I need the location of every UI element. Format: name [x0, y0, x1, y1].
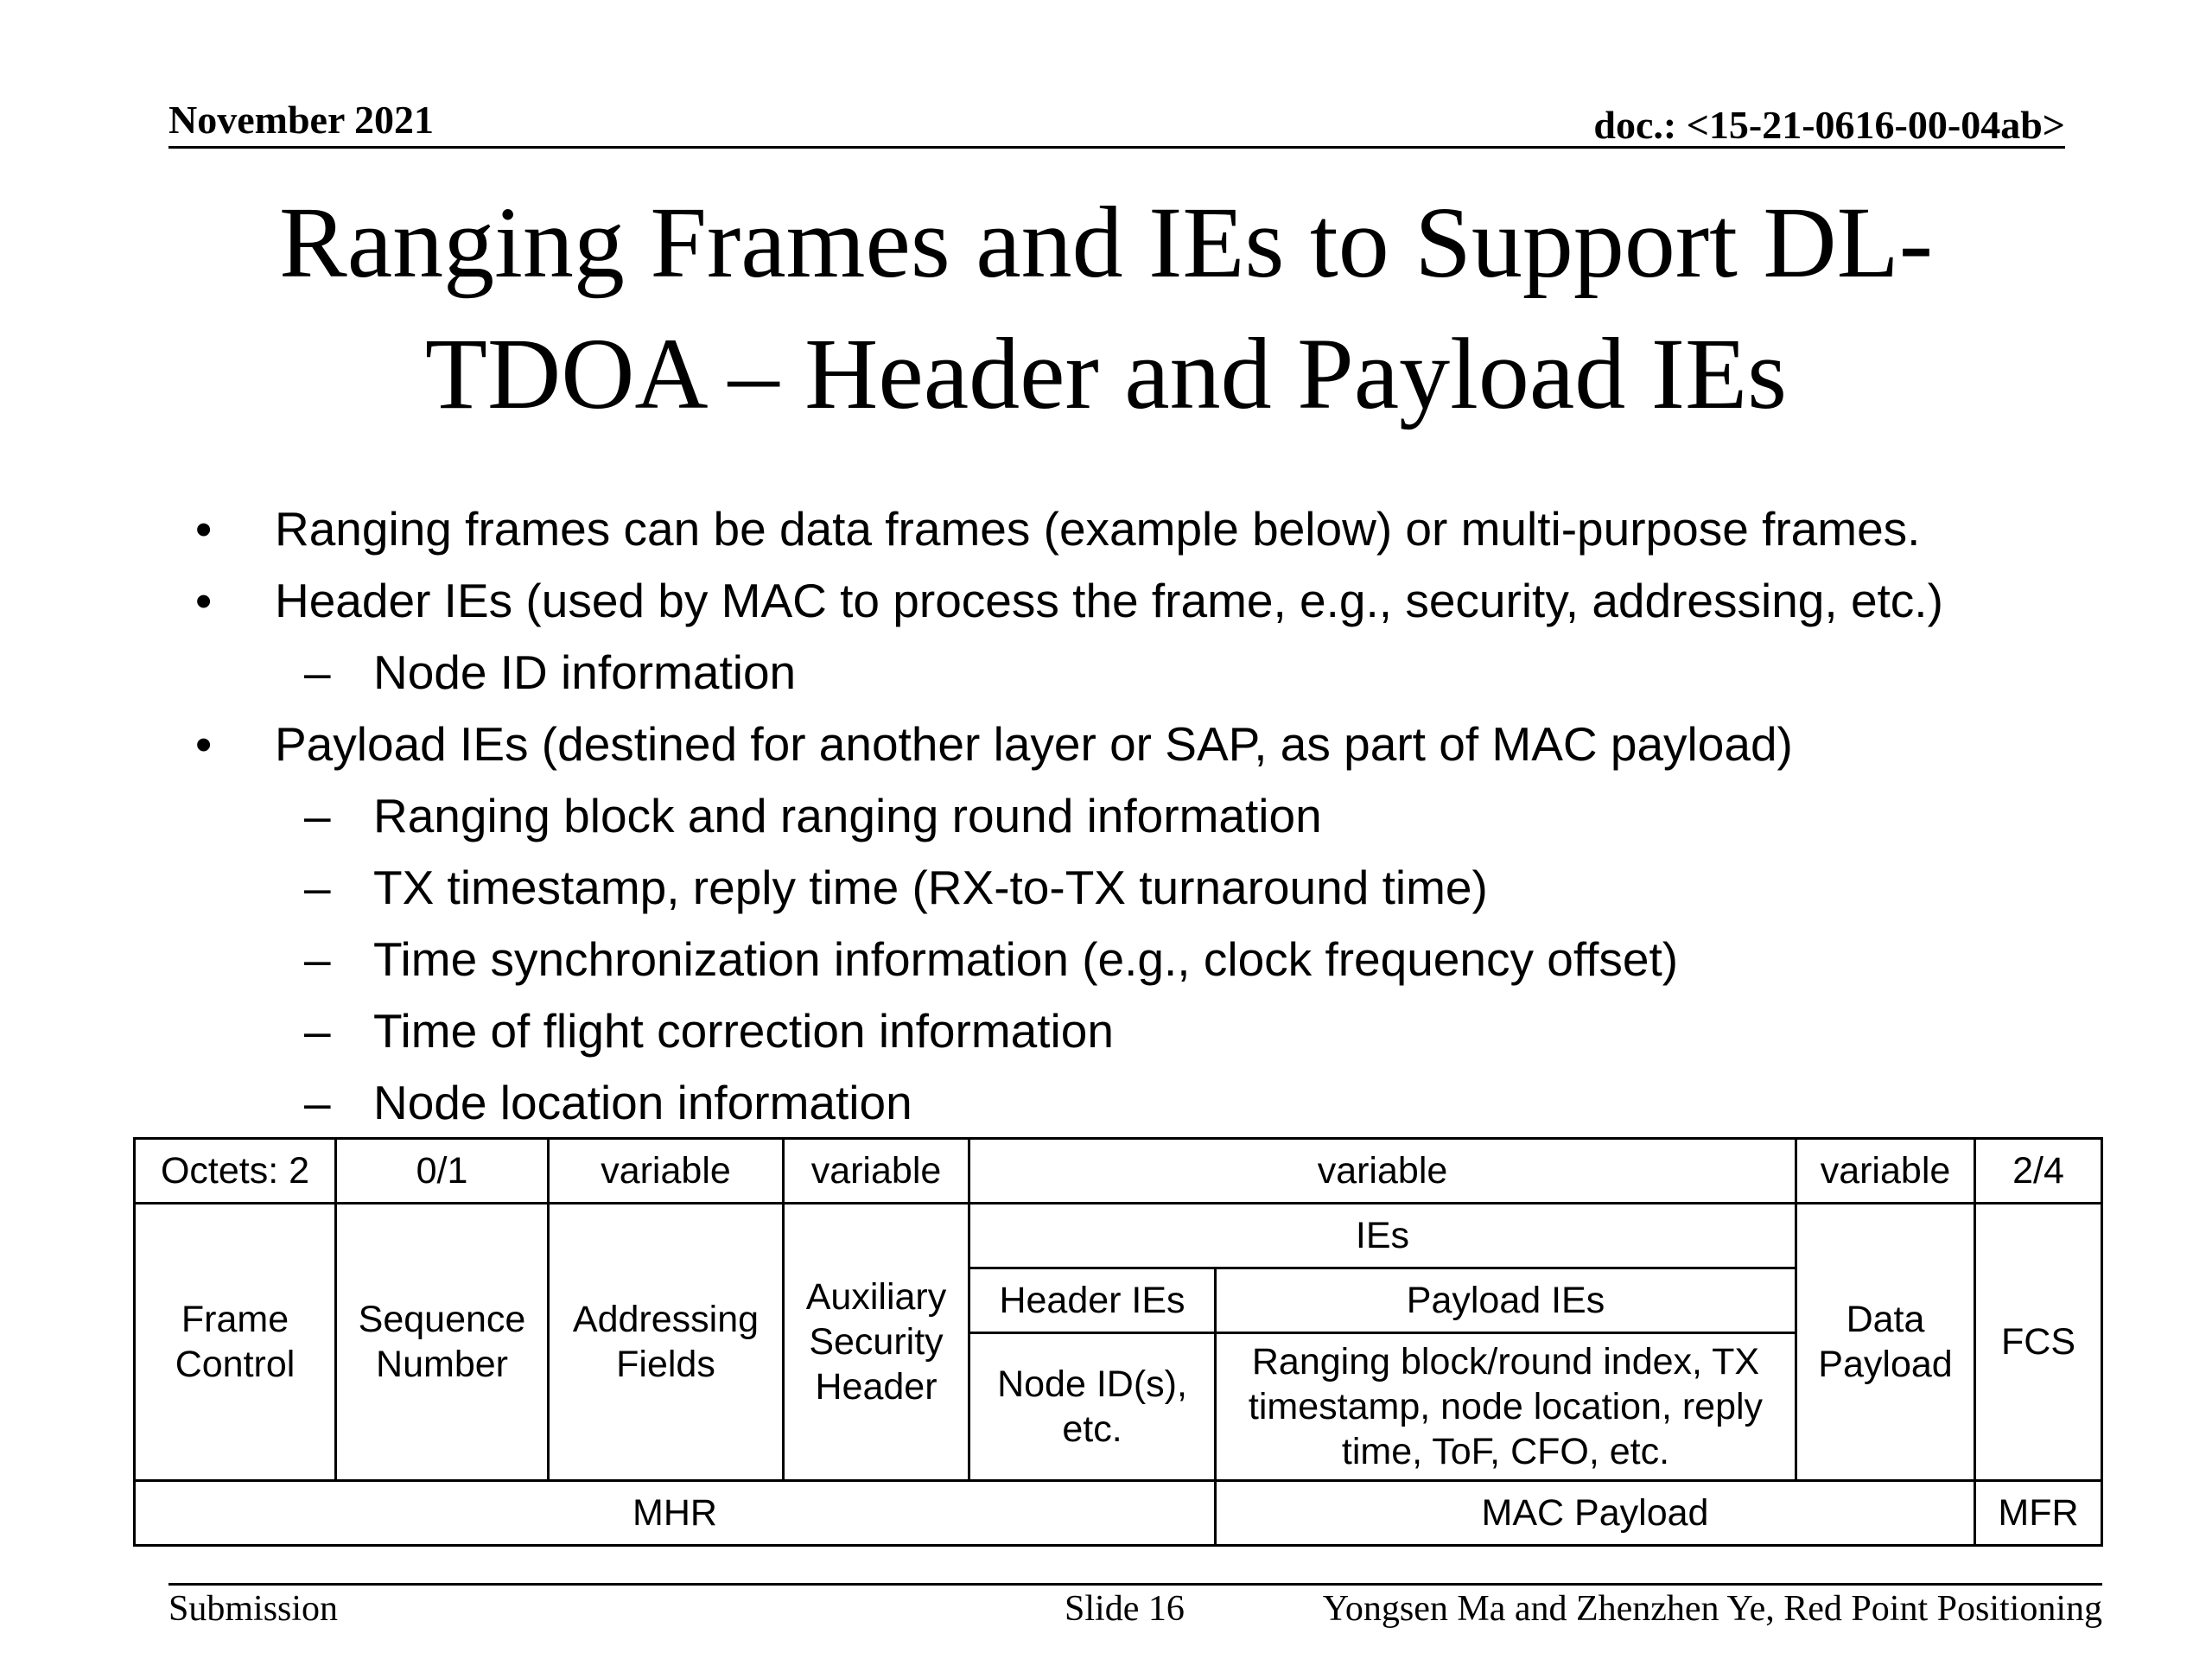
sub-bullet-item	[304, 1075, 912, 1130]
sub-bullet-text: Time of flight correction information	[373, 1004, 1114, 1058]
slide-title-line-1: Ranging Frames and IEs to Support DL-	[279, 186, 1933, 299]
bullet-item	[195, 716, 1793, 772]
footer-submission: Submission	[168, 1589, 339, 1629]
dash-marker: –	[304, 1076, 331, 1129]
frame-format-table	[133, 1137, 2103, 1547]
header-ies-content-cell: Node ID(s), etc.	[969, 1333, 1216, 1481]
mac-payload-cell: MAC Payload	[1216, 1481, 1975, 1546]
sub-bullet-text: Ranging block and ranging round information	[373, 789, 1322, 842]
dash-marker: –	[304, 789, 331, 842]
bullet-item	[195, 501, 1921, 556]
header-doc-id: doc.: <15-21-0616-00-04ab>	[1593, 103, 2065, 147]
header-ies-cell: Header IEs	[969, 1268, 1216, 1333]
sub-bullet-item	[304, 1003, 1114, 1058]
sub-bullet-text: Time synchronization information (e.g., clock frequency offset)	[373, 932, 1679, 986]
bullet-marker: •	[195, 574, 213, 627]
payload-ies-content-cell: Ranging block/round index, TX timestamp, node location, reply time, ToF, CFO, etc.	[1216, 1333, 1796, 1481]
octets-cell-ies: variable	[969, 1139, 1796, 1204]
bullet-text: Header IEs (used by MAC to process the frame, e.g., security, addressing, etc.)	[275, 574, 1943, 627]
aux-security-header-cell: Auxiliary Security Header	[784, 1204, 969, 1481]
bullet-text: Ranging frames can be data frames (example below) or multi-purpose frames.	[275, 502, 1921, 556]
bullet-marker: •	[195, 502, 213, 556]
bullet-item	[195, 573, 1943, 628]
header-date: November 2021	[168, 98, 435, 142]
octets-cell-frame-control: Octets: 2	[135, 1139, 336, 1204]
frame-control-cell: Frame Control	[135, 1204, 336, 1481]
octets-cell-sequence-number: 0/1	[336, 1139, 549, 1204]
sequence-number-cell: Sequence Number	[336, 1204, 549, 1481]
sub-bullet-text: TX timestamp, reply time (RX-to-TX turnaround time)	[373, 861, 1488, 914]
octets-cell-aux-security-header: variable	[784, 1139, 969, 1204]
octets-cell-addressing-fields: variable	[549, 1139, 784, 1204]
addressing-fields-cell: Addressing Fields	[549, 1204, 784, 1481]
sub-bullet-item	[304, 860, 1488, 915]
bullet-text: Payload IEs (destined for another layer or SAP, as part of MAC payload)	[275, 717, 1793, 771]
octets-cell-fcs: 2/4	[1975, 1139, 2102, 1204]
dash-marker: –	[304, 861, 331, 914]
dash-marker: –	[304, 645, 331, 699]
footer-slide-number: Slide 16	[1065, 1589, 1185, 1629]
bullet-marker: •	[195, 717, 213, 771]
sub-bullet-text: Node location information	[373, 1076, 912, 1129]
data-payload-cell: Data Payload	[1796, 1204, 1975, 1481]
sub-bullet-item	[304, 931, 1679, 987]
ies-cell: IEs	[969, 1204, 1796, 1268]
fields-row	[135, 1204, 2102, 1268]
payload-ies-cell: Payload IEs	[1216, 1268, 1796, 1333]
slide-title-line-2: TDOA – Header and Payload IEs	[424, 317, 1788, 430]
sub-bullet-item	[304, 788, 1322, 843]
octets-cell-data-payload: variable	[1796, 1139, 1975, 1204]
sub-bullet-text: Node ID information	[373, 645, 797, 699]
footer-divider	[168, 1583, 2102, 1586]
dash-marker: –	[304, 932, 331, 986]
mfr-cell: MFR	[1975, 1481, 2102, 1546]
groups-row	[135, 1481, 2102, 1546]
fcs-cell: FCS	[1975, 1204, 2102, 1481]
mhr-cell: MHR	[135, 1481, 1216, 1546]
dash-marker: –	[304, 1004, 331, 1058]
octets-row	[135, 1139, 2102, 1204]
footer-authors: Yongsen Ma and Zhenzhen Ye, Red Point Positioning	[1322, 1589, 2102, 1629]
sub-bullet-item	[304, 645, 797, 700]
